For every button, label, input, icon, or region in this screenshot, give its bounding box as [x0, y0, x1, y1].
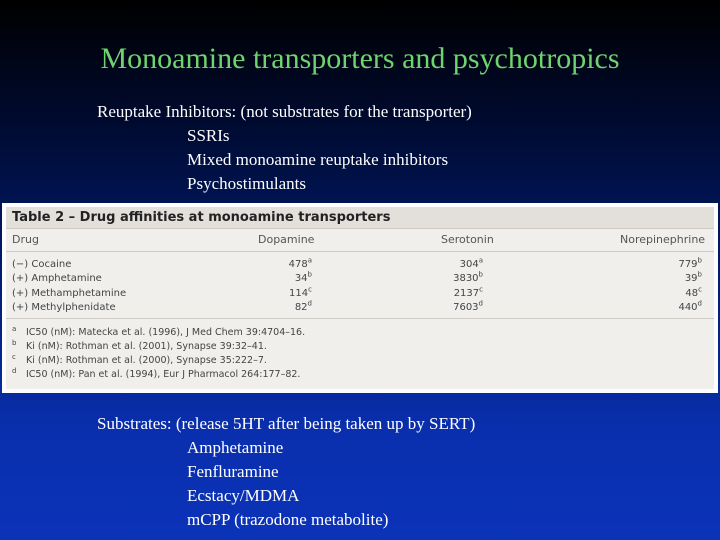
drug-name: (+) Amphetamine: [12, 273, 102, 284]
table-row: [6, 285, 714, 301]
header-dopamine: Dopamine: [258, 233, 315, 246]
reuptake-heading: Reuptake Inhibitors: (not substrates for the transporter): [97, 102, 472, 121]
rows-divider: [6, 318, 714, 319]
slide-title: Monoamine transporters and psychotropics: [100, 42, 620, 75]
substrates-block: [97, 412, 475, 532]
table-title: Table 2 – Drug affinities at monoamine transporters: [6, 207, 714, 229]
reuptake-item: Psychostimulants: [187, 174, 307, 193]
header-divider: [6, 251, 714, 252]
footnote: a IC50 (nM): Matecka et al. (1996), J Med Chem 39:4704–16.: [12, 325, 306, 339]
norepinephrine-value: 39$^b$: [684, 270, 702, 284]
substrate-item: mCPP (trazodone metabolite): [187, 510, 389, 529]
dopamine-value: 114$^c$: [289, 285, 312, 299]
reuptake-item: SSRIs: [187, 126, 230, 145]
norepinephrine-value: 779$^b$: [678, 256, 702, 270]
footnote: c Ki (nM): Rothman et al. (2000), Synapse 35:222–7.: [12, 353, 267, 367]
substrates-heading: Substrates: (release 5HT after being taken up by SERT): [97, 414, 476, 433]
header-drug: Drug: [12, 233, 39, 246]
footnote: d IC50 (nM): Pan et al. (1994), Eur J Pharmacol 264:177–82.: [12, 367, 301, 381]
table-row: [6, 256, 714, 272]
norepinephrine-value: 440$^d$: [678, 299, 702, 313]
dopamine-value: 34$^b$: [294, 270, 312, 284]
drug-affinity-table-image: [2, 203, 718, 393]
serotonin-value: 2137$^c$: [453, 285, 483, 299]
serotonin-value: 3830$^b$: [453, 270, 483, 284]
serotonin-value: 7603$^d$: [453, 299, 483, 313]
drug-name: (+) Methamphetamine: [12, 288, 127, 299]
drug-name: (−) Cocaine: [12, 259, 72, 270]
table-row: [6, 270, 714, 286]
reuptake-inhibitors-block: [97, 100, 472, 196]
footnote: b Ki (nM): Rothman et al. (2001), Synapse 39:32–41.: [12, 339, 267, 353]
reuptake-item: Mixed monoamine reuptake inhibitors: [187, 150, 449, 169]
header-serotonin: Serotonin: [441, 233, 494, 246]
header-norepinephrine: Norepinephrine: [620, 233, 706, 246]
substrate-item: Amphetamine: [187, 438, 284, 457]
drug-name: (+) Methylphenidate: [12, 302, 116, 313]
dopamine-value: 82$^d$: [294, 299, 312, 313]
norepinephrine-value: 48$^c$: [685, 285, 702, 299]
table-row: [6, 299, 714, 315]
serotonin-value: 304$^a$: [459, 256, 483, 270]
substrate-item: Fenfluramine: [187, 462, 279, 481]
drug-affinity-table: [6, 207, 714, 389]
substrate-item: Ecstacy/MDMA: [187, 486, 300, 505]
dopamine-value: 478$^a$: [288, 256, 312, 270]
